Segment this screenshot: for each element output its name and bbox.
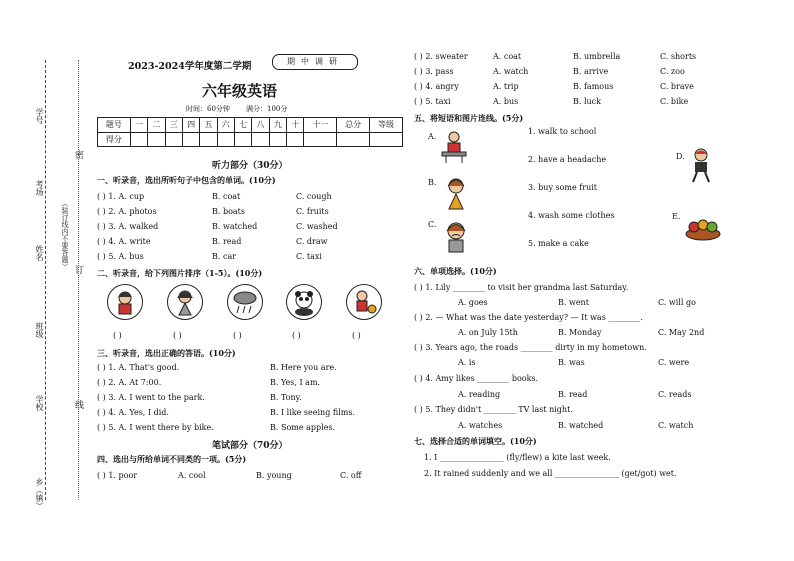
- score-input-cell[interactable]: [304, 132, 337, 147]
- field-exam-room: 考场: [35, 180, 44, 196]
- q4-item-3-c[interactable]: C. zoo: [660, 67, 685, 76]
- field-class: 班级: [35, 322, 44, 338]
- q5-phrase-3[interactable]: 3. buy some fruit: [528, 183, 598, 192]
- q1-item-3-b[interactable]: B. watched: [212, 222, 258, 231]
- q6-option-4-b[interactable]: B. read: [558, 390, 588, 399]
- q4-item-3[interactable]: ( ) 3. pass: [414, 67, 454, 76]
- q5-letter-d: D.: [676, 152, 685, 161]
- q5-letter-a: A.: [428, 132, 437, 141]
- score-cell: 三: [165, 118, 182, 133]
- q1-item-2-b[interactable]: B. boats: [212, 207, 245, 216]
- field-school: 学校: [35, 395, 44, 411]
- q4-item-4-a[interactable]: A. trip: [493, 82, 519, 91]
- q5-phrase-5[interactable]: 5. make a cake: [528, 239, 589, 248]
- q6-option-1-b[interactable]: B. went: [558, 298, 589, 307]
- q1-title: 一、听录音，选出所听句子中包含的单词。(10分): [97, 175, 276, 185]
- q6-option-3-c[interactable]: C. were: [658, 358, 690, 367]
- exam-time: 时间：60分钟: [186, 105, 230, 113]
- score-input-cell[interactable]: [287, 132, 304, 147]
- score-cell: 九: [269, 118, 286, 133]
- q4-item-5[interactable]: ( ) 5. taxi: [414, 97, 451, 106]
- q7-title: 七、选择合适的单词填空。(10分): [414, 436, 537, 446]
- score-cell: 得分: [98, 132, 131, 147]
- q1-item-1-c[interactable]: C. cough: [296, 192, 332, 201]
- q6-option-2-a[interactable]: A. on July 15th: [458, 328, 518, 337]
- q6-question-5[interactable]: ( ) 5. They didn't ________ TV last night.: [414, 405, 573, 414]
- field-town: 乡（镇）: [35, 478, 44, 510]
- seal-mark: 密: [73, 150, 83, 159]
- q6-option-3-b[interactable]: B. was: [558, 358, 585, 367]
- rain-cloud-icon: [227, 284, 263, 320]
- running-boy-picture-icon: [686, 148, 716, 188]
- field-student-number: 学号: [35, 108, 44, 124]
- q6-option-4-c[interactable]: C. reads: [658, 390, 692, 399]
- q1-item-4-c[interactable]: C. draw: [296, 237, 328, 246]
- q4-item-4-b[interactable]: B. famous: [573, 82, 614, 91]
- q4-item-5-b[interactable]: B. luck: [573, 97, 602, 106]
- q5-phrase-2[interactable]: 2. have a headache: [528, 155, 607, 164]
- field-name: 姓名: [35, 245, 44, 261]
- q1-item-5-a[interactable]: ( ) 5. A. bus: [97, 252, 144, 261]
- ball-player-icon: [346, 284, 382, 320]
- q6-option-2-c[interactable]: C. May 2nd: [658, 328, 705, 337]
- score-cell: 题号: [98, 118, 131, 133]
- q4-item-2-a[interactable]: A. coat: [493, 52, 522, 61]
- q5-letter-e: E.: [672, 212, 681, 221]
- score-input-cell[interactable]: [165, 132, 182, 147]
- line-mark: 线: [73, 400, 83, 409]
- written-heading: 笔试部分（70分）: [212, 441, 288, 451]
- exam-stamp: 期中调研: [272, 54, 358, 70]
- q3-item-5-b[interactable]: B. Some apples.: [270, 423, 336, 432]
- q4-item-2-c[interactable]: C. shorts: [660, 52, 697, 61]
- q6-option-2-b[interactable]: B. Monday: [558, 328, 602, 337]
- q2-blank-4[interactable]: ( ): [292, 331, 301, 340]
- score-input-cell[interactable]: [252, 132, 269, 147]
- score-cell: 八: [252, 118, 269, 133]
- score-input-cell[interactable]: [269, 132, 286, 147]
- q4-item-5-a[interactable]: A. bus: [493, 97, 519, 106]
- score-input-cell[interactable]: [217, 132, 234, 147]
- score-input-cell[interactable]: [130, 132, 147, 147]
- score-input-cell[interactable]: [182, 132, 199, 147]
- walk-school-picture-icon: [438, 130, 470, 168]
- exam-title: 2023-2024学年度第二学期: [128, 61, 252, 72]
- score-cell: 二: [148, 118, 165, 133]
- q4-title: 四、选出与所给单词不同类的一项。(5分): [97, 454, 247, 464]
- score-input-cell[interactable]: [337, 132, 370, 147]
- binding-line-inner: [78, 60, 79, 500]
- score-cell: 等级: [370, 118, 403, 133]
- q6-option-3-a[interactable]: A. is: [458, 358, 476, 367]
- q1-item-2-c[interactable]: C. fruits: [296, 207, 329, 216]
- q3-item-3-b[interactable]: B. Tony.: [270, 393, 302, 402]
- q3-item-3-a[interactable]: ( ) 3. A. I went to the park.: [97, 393, 205, 402]
- q5-phrase-1[interactable]: 1. walk to school: [528, 127, 597, 136]
- q4-item-3-a[interactable]: A. watch: [493, 67, 529, 76]
- q5-title: 五、将短语和图片连线。(5分): [414, 113, 524, 123]
- q3-item-4-b[interactable]: B. I like seeing films.: [270, 408, 355, 417]
- q4-item-2-b[interactable]: B. umbrella: [573, 52, 621, 61]
- q6-title: 六、单项选择。(10分): [414, 266, 497, 276]
- q4-item-1-b[interactable]: B. young: [256, 471, 292, 480]
- score-input-cell[interactable]: [370, 132, 403, 147]
- listening-heading: 听力部分（30分）: [212, 161, 288, 171]
- q3-item-1-a[interactable]: ( ) 1. A. That's good.: [97, 363, 180, 372]
- score-cell: 十一: [304, 118, 337, 133]
- q1-item-1-b[interactable]: B. coat: [212, 192, 241, 201]
- score-input-cell[interactable]: [234, 132, 251, 147]
- q2-blank-3[interactable]: ( ): [233, 331, 242, 340]
- q4-item-4-c[interactable]: C. brave: [660, 82, 694, 91]
- score-cell: 总分: [337, 118, 370, 133]
- q1-item-2-a[interactable]: ( ) 2. A. photos: [97, 207, 157, 216]
- q6-option-4-a[interactable]: A. reading: [458, 390, 501, 399]
- girl-picture-icon: [167, 284, 203, 320]
- score-cell: 五: [200, 118, 217, 133]
- q6-option-1-c[interactable]: C. will go: [658, 298, 696, 307]
- q5-phrase-4[interactable]: 4. wash some clothes: [528, 211, 615, 220]
- q1-item-3-a[interactable]: ( ) 3. A. walked: [97, 222, 159, 231]
- q7-item-2[interactable]: 2. It rained suddenly and we all ________________ (get/got) wet.: [424, 469, 677, 478]
- headache-girl-picture-icon: [440, 176, 472, 214]
- score-table-header: [98, 118, 403, 133]
- q6-option-5-b[interactable]: B. watched: [558, 421, 604, 430]
- q3-item-2-b[interactable]: B. Yes, I am.: [270, 378, 321, 387]
- sad-girl-picture-icon: [440, 220, 472, 258]
- q6-question-3[interactable]: ( ) 3. Years ago, the roads ________ dirty in my hometown.: [414, 343, 647, 352]
- score-cell: 六: [217, 118, 234, 133]
- panda-picture-icon: [286, 284, 322, 320]
- score-cell: 七: [234, 118, 251, 133]
- q2-title: 二、听录音，给下列图片排序（1-5）。(10分): [97, 268, 263, 278]
- score-cell: 四: [182, 118, 199, 133]
- q3-item-1-b[interactable]: B. Here you are.: [270, 363, 337, 372]
- binding-warning: （装订线内不要答题）: [61, 200, 69, 270]
- q6-option-5-c[interactable]: C. watch: [658, 421, 694, 430]
- score-table: [97, 117, 403, 147]
- q1-item-4-a[interactable]: ( ) 4. A. write: [97, 237, 151, 246]
- q4-item-1[interactable]: ( ) 1. poor: [97, 471, 138, 480]
- bind-mark: 订: [73, 265, 83, 274]
- boy-picture-icon: [107, 284, 143, 320]
- q5-letter-c: C.: [428, 220, 437, 229]
- q3-item-4-a[interactable]: ( ) 4. A. Yes, I did.: [97, 408, 169, 417]
- score-table-row: [98, 132, 403, 147]
- score-cell: 一: [130, 118, 147, 133]
- q1-item-4-b[interactable]: B. read: [212, 237, 242, 246]
- q3-title: 三、听录音，选出正确的答语。(10分): [97, 348, 236, 358]
- exam-score: 满分：100分: [246, 105, 288, 113]
- q7-item-1[interactable]: 1. I ________________ (fly/flew) a kite last week.: [424, 453, 611, 462]
- score-input-cell[interactable]: [148, 132, 165, 147]
- q1-item-1-a[interactable]: ( ) 1. A. cup: [97, 192, 145, 201]
- q4-item-3-b[interactable]: B. arrive: [573, 67, 609, 76]
- binding-line-outer: [45, 60, 46, 500]
- q1-item-5-c[interactable]: C. taxi: [296, 252, 322, 261]
- q6-question-4[interactable]: ( ) 4. Amy likes ________ books.: [414, 374, 539, 383]
- q2-blank-5[interactable]: ( ): [352, 331, 361, 340]
- q4-item-4[interactable]: ( ) 4. angry: [414, 82, 459, 91]
- q6-question-2[interactable]: ( ) 2. — What was the date yesterday? — It was ________.: [414, 313, 643, 322]
- score-input-cell[interactable]: [200, 132, 217, 147]
- q1-item-5-b[interactable]: B. car: [212, 252, 237, 261]
- q4-item-2[interactable]: ( ) 2. sweater: [414, 52, 468, 61]
- q4-item-5-c[interactable]: C. bike: [660, 97, 689, 106]
- q2-blank-2[interactable]: ( ): [173, 331, 182, 340]
- q4-item-1-c[interactable]: C. off: [340, 471, 362, 480]
- q3-item-2-a[interactable]: ( ) 2. A. At 7:00.: [97, 378, 162, 387]
- q2-blank-1[interactable]: ( ): [113, 331, 122, 340]
- q1-item-3-c[interactable]: C. washed: [296, 222, 338, 231]
- subject-title: 六年级英语: [202, 82, 278, 100]
- q6-option-1-a[interactable]: A. goes: [458, 298, 488, 307]
- q5-letter-b: B.: [428, 178, 437, 187]
- q3-item-5-a[interactable]: ( ) 5. A. I went there by bike.: [97, 423, 214, 432]
- q4-item-1-a[interactable]: A. cool: [178, 471, 206, 480]
- q6-question-1[interactable]: ( ) 1. Lily ________ to visit her grandma last Saturday.: [414, 283, 629, 292]
- score-cell: 十: [287, 118, 304, 133]
- q6-option-5-a[interactable]: A. watches: [458, 421, 503, 430]
- fruit-basket-picture-icon: [684, 212, 722, 246]
